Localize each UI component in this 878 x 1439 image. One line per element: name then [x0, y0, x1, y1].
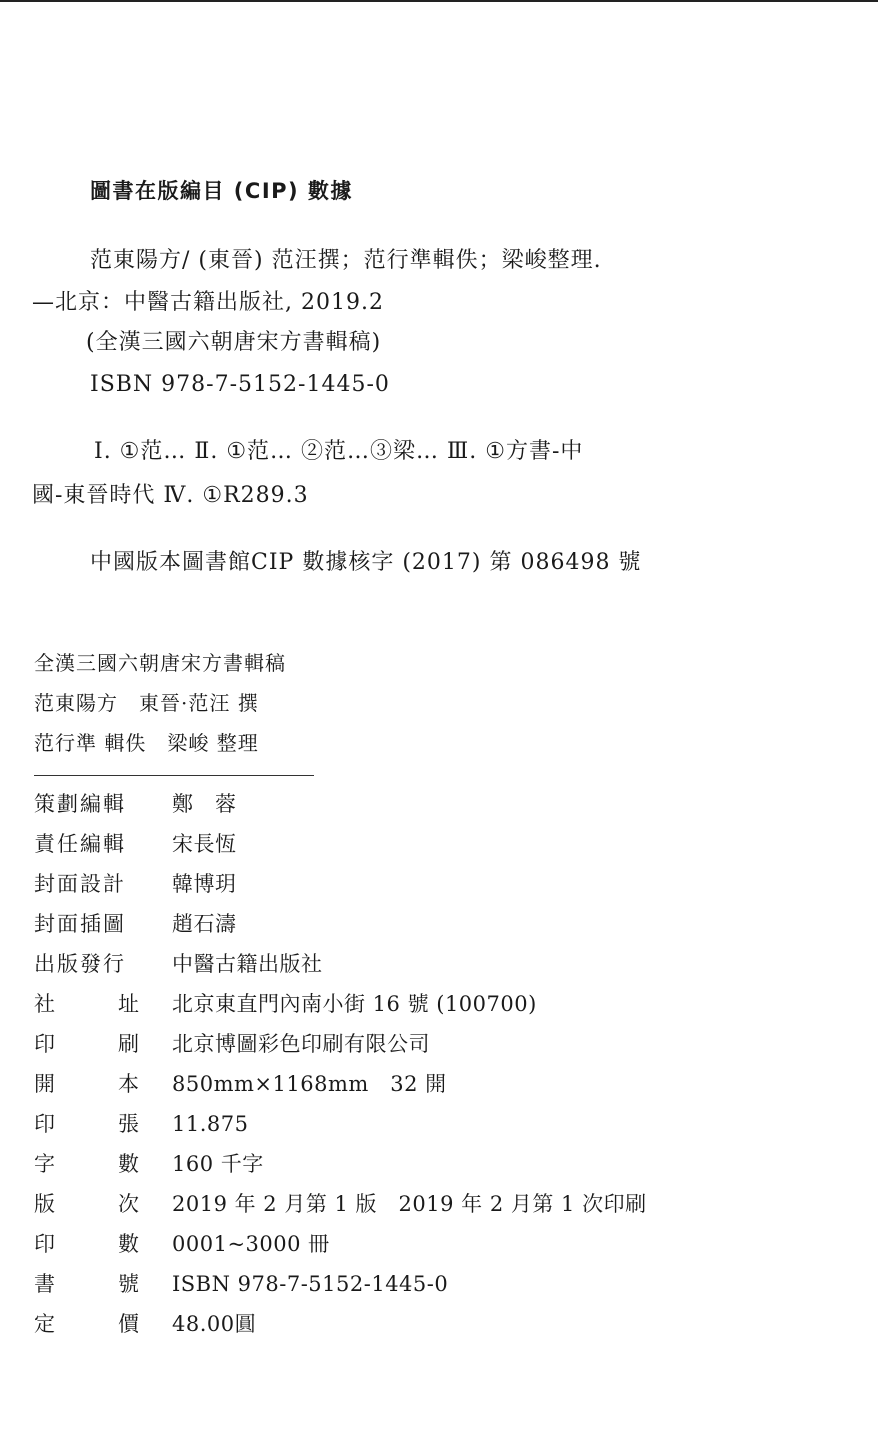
colophon-row — [34, 1269, 448, 1299]
colophon-value: 北京東直門內南小街 16 號 (100700) — [172, 992, 537, 1016]
cip-series-line: (全漢三國六朝唐宋方書輯稿) — [86, 330, 382, 355]
cip-publisher-line: —北京：中醫古籍出版社, 2019.2 — [32, 290, 384, 315]
colophon-label: 版 次 — [34, 1192, 139, 1216]
colophon-value: 850mm×1168mm 32 開 — [172, 1072, 447, 1096]
colophon-row — [34, 1149, 264, 1179]
colophon-divider — [34, 775, 314, 776]
cip-verification-number: 中國版本圖書館CIP 數據核字 (2017) 第 086498 號 — [90, 550, 642, 575]
colophon-value: 11.875 — [172, 1112, 249, 1136]
top-border-rule — [0, 0, 878, 2]
colophon-label: 書 號 — [34, 1272, 139, 1296]
colophon-value: ISBN 978-7-5152-1445-0 — [172, 1272, 449, 1296]
colophon-row — [34, 1309, 256, 1339]
book-title-author: 范東陽方 東晉·范汪 撰 — [34, 691, 259, 715]
colophon-row — [34, 869, 237, 899]
colophon-label: 印 張 — [34, 1112, 139, 1136]
colophon-label: 社 址 — [34, 992, 139, 1016]
colophon-row — [34, 1069, 447, 1099]
cip-isbn-line: ISBN 978-7-5152-1445-0 — [90, 372, 390, 397]
cip-bibliographic-line-1: 范東陽方/ (東晉) 范汪撰；范行準輯佚；梁峻整理. — [90, 248, 602, 273]
colophon-label: 印 數 — [34, 1232, 139, 1256]
colophon-label: 封面設計 — [34, 872, 126, 896]
colophon-value: 鄭 蓉 — [172, 792, 237, 816]
colophon-value: 趙石濤 — [172, 912, 237, 936]
colophon-label: 開 本 — [34, 1072, 139, 1096]
colophon-value: 韓博玥 — [172, 872, 237, 896]
colophon-row — [34, 1029, 430, 1059]
colophon-row — [34, 829, 237, 859]
colophon-value: 2019 年 2 月第 1 版 2019 年 2 月第 1 次印刷 — [172, 1192, 647, 1216]
colophon-value: 中醫古籍出版社 — [172, 952, 323, 976]
colophon-label: 責任編輯 — [34, 832, 126, 856]
book-series-name: 全漢三國六朝唐宋方書輯稿 — [34, 651, 286, 675]
colophon-label: 字 數 — [34, 1152, 139, 1176]
colophon-value: 160 千字 — [172, 1152, 264, 1176]
colophon-label: 印 刷 — [34, 1032, 139, 1056]
colophon-row — [34, 909, 237, 939]
colophon-row — [34, 1109, 248, 1139]
colophon-row — [34, 1229, 330, 1259]
colophon-label: 策劃編輯 — [34, 792, 126, 816]
colophon-row — [34, 989, 537, 1019]
colophon-label: 封面插圖 — [34, 912, 126, 936]
cip-classification-line-1: Ⅰ. ①范… Ⅱ. ①范… ②范…③梁… Ⅲ. ①方書-中 — [94, 439, 584, 464]
book-editors: 范行準 輯佚 梁峻 整理 — [34, 731, 259, 755]
colophon-row — [34, 789, 237, 819]
colophon-label: 定 價 — [34, 1312, 139, 1336]
colophon-value: 宋長恆 — [172, 832, 237, 856]
colophon-value: 北京博圖彩色印刷有限公司 — [172, 1032, 430, 1056]
cip-classification-line-2: 國-東晉時代 Ⅳ. ①R289.3 — [32, 483, 309, 508]
colophon-label: 出版發行 — [34, 952, 126, 976]
colophon-row — [34, 1189, 647, 1219]
cip-heading: 圖書在版編目 (CIP) 數據 — [90, 179, 353, 203]
colophon-row — [34, 949, 323, 979]
colophon-value: 48.00圓 — [172, 1312, 257, 1336]
colophon-value: 0001~3000 冊 — [172, 1232, 330, 1256]
